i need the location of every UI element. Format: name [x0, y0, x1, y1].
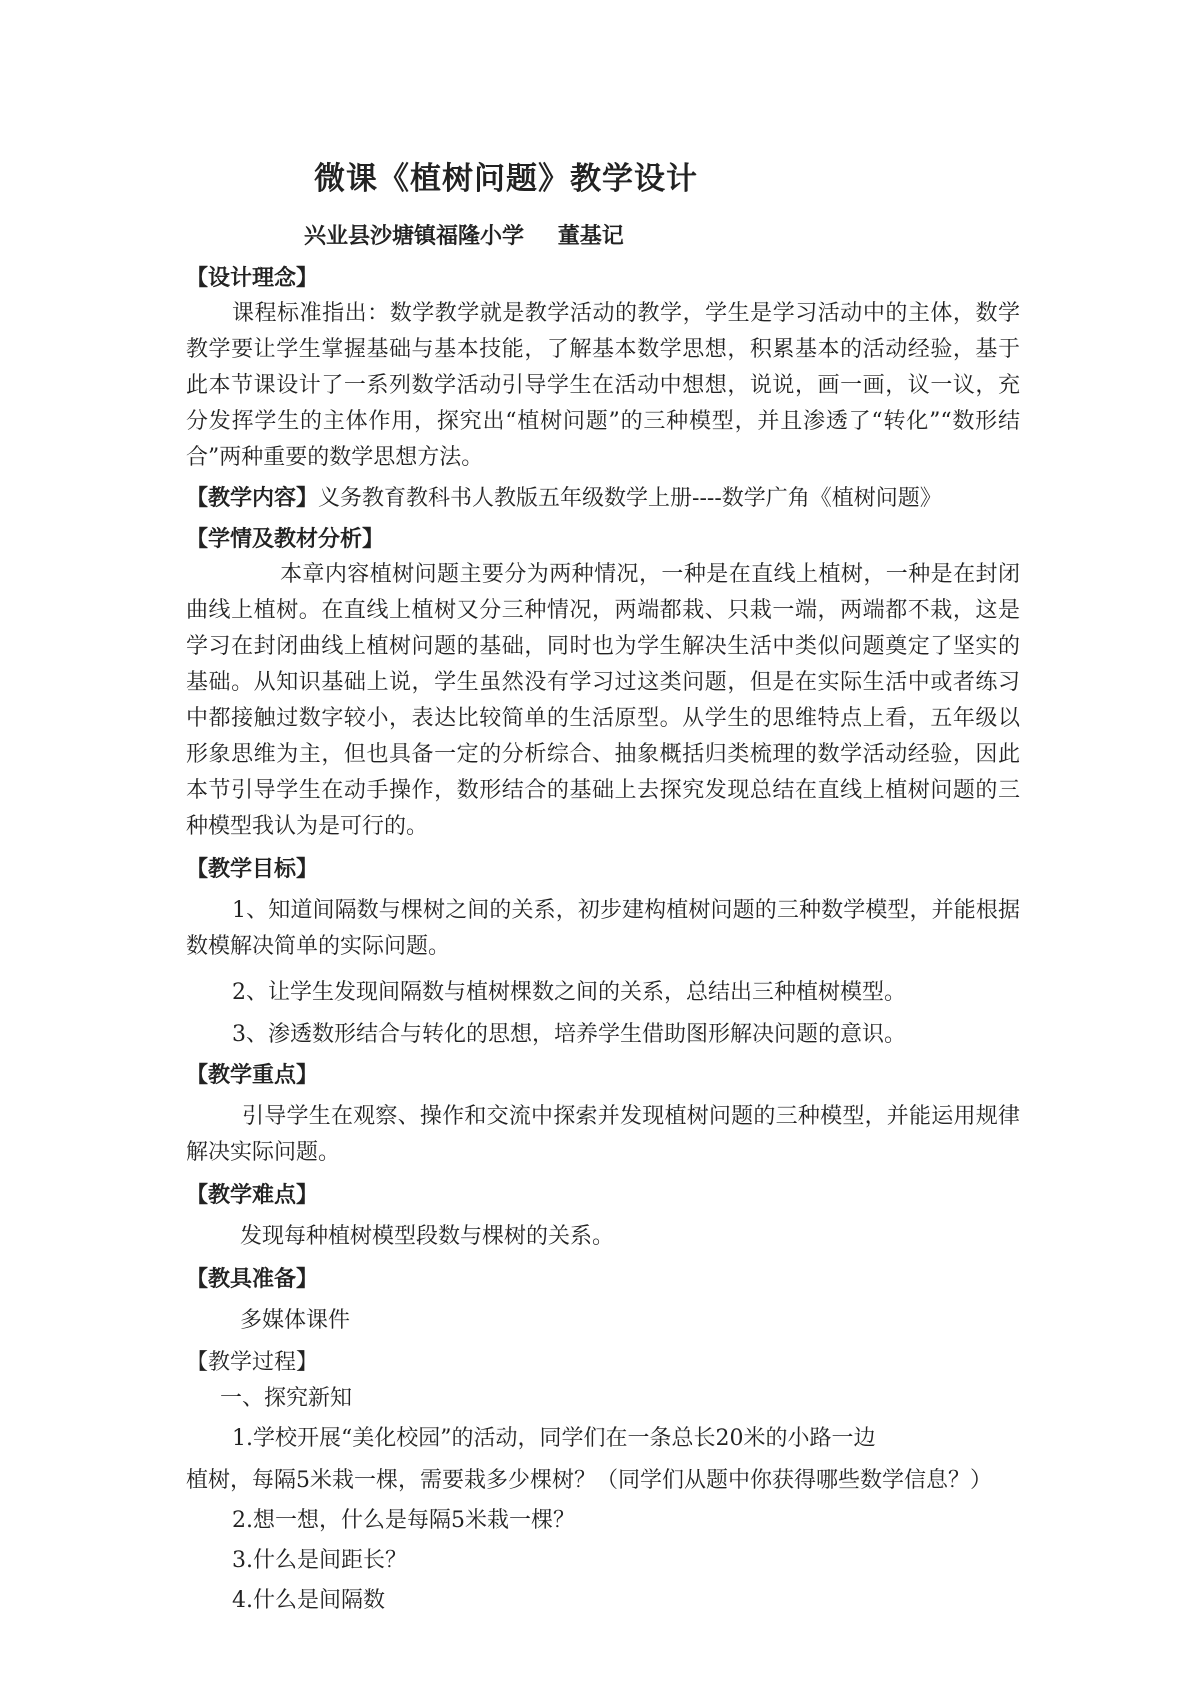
- process-item: 2.想一想，什么是每隔5米栽一棵？: [232, 1508, 575, 1533]
- section-goals: [186, 851, 1020, 1053]
- process-item: 4.什么是间隔数: [232, 1588, 385, 1613]
- section-difficulties: [186, 1177, 1020, 1255]
- author-line: [304, 220, 1020, 252]
- section-text: 引导学生在观察、操作和交流中探索并发现植树问题的三种模型，并能运用规律解决实际问题。: [186, 1104, 1020, 1165]
- goal-item: 1、知道间隔数与棵树之间的关系，初步建构植树问题的三种数学模型，并能根据数模解决简单的实际问题。: [186, 898, 1020, 959]
- section-heading: 【学情及教材分析】: [186, 526, 385, 552]
- document-title: 微课《植树问题》教学设计: [314, 161, 698, 197]
- section-heading: 【教学难点】: [186, 1182, 319, 1208]
- section-heading: 【教学内容】: [186, 485, 319, 511]
- section-design-concept: [186, 260, 1020, 476]
- section-heading: 【设计理念】: [186, 265, 319, 291]
- process-part-title: 一、探究新知: [220, 1386, 353, 1411]
- goal-item: 3、渗透数形结合与转化的思想，培养学生借助图形解决问题的意识。: [232, 1022, 906, 1047]
- section-heading: 【教具准备】: [186, 1266, 319, 1292]
- goal-item: 2、让学生发现间隔数与植树棵数之间的关系，总结出三种植树模型。: [232, 980, 906, 1005]
- author-name: 董基记: [557, 223, 624, 249]
- section-text: 课程标准指出：数学教学就是教学活动的教学，学生是学习活动中的主体，数学教学要让学生掌握基础与基本技能，了解基本数学思想，积累基本的活动经验，基于此本节课设计了一系列数学活动引导学生在活动中想想，说说，画一画，议一议，充分发挥学生的主体作用，探究出“植树问题”的三种模型，并且渗透了“转化”“数形结合”两种重要的数学思想方法。: [186, 301, 1020, 470]
- section-key-points: [186, 1057, 1020, 1171]
- section-text: 多媒体课件: [240, 1308, 351, 1333]
- section-text: 本章内容植树问题主要分为两种情况，一种是在直线上植树，一种是在封闭曲线上植树。在直线上植树又分三种情况，两端都栽、只栽一端，两端都不栽，这是学习在封闭曲线上植树问题的基础，同时也为学生解决生活中类似问题奠定了坚实的基础。从知识基础上说，学生虽然没有学习过这类问题，但是在实际生活中或者练习中都接触过数字较小，表达比较简单的生活原型。从学生的思维特点上看，五年级以形象思维为主，但也具备一定的分析综合、抽象概括归类梳理的数学活动经验，因此本节引导学生在动手操作，数形结合的基础上去探究发现总结在直线上植树问题的三种模型我认为是可行的。: [186, 562, 1020, 839]
- section-text: 发现每种植树模型段数与棵树的关系。: [240, 1224, 615, 1249]
- document-page: [186, 160, 1020, 1623]
- process-item: 3.什么是间距长？: [232, 1548, 407, 1573]
- section-process: [186, 1345, 1020, 1619]
- section-heading: 【教学重点】: [186, 1062, 319, 1088]
- process-item: 植树，每隔5米栽一棵，需要栽多少棵树？（同学们从题中你获得哪些数学信息？）: [186, 1468, 992, 1493]
- section-heading: 【教学过程】: [186, 1350, 319, 1375]
- section-heading: 【教学目标】: [186, 856, 319, 882]
- author-school: 兴业县沙塘镇福隆小学: [304, 223, 525, 249]
- section-text: 义务教育教科书人教版五年级数学上册----数学广角《植树问题》: [318, 486, 942, 511]
- process-item: 1.学校开展“美化校园”的活动，同学们在一条总长20米的小路一边: [232, 1426, 876, 1451]
- section-analysis: [186, 521, 1020, 845]
- section-materials: [186, 1261, 1020, 1339]
- section-content: [186, 480, 1020, 517]
